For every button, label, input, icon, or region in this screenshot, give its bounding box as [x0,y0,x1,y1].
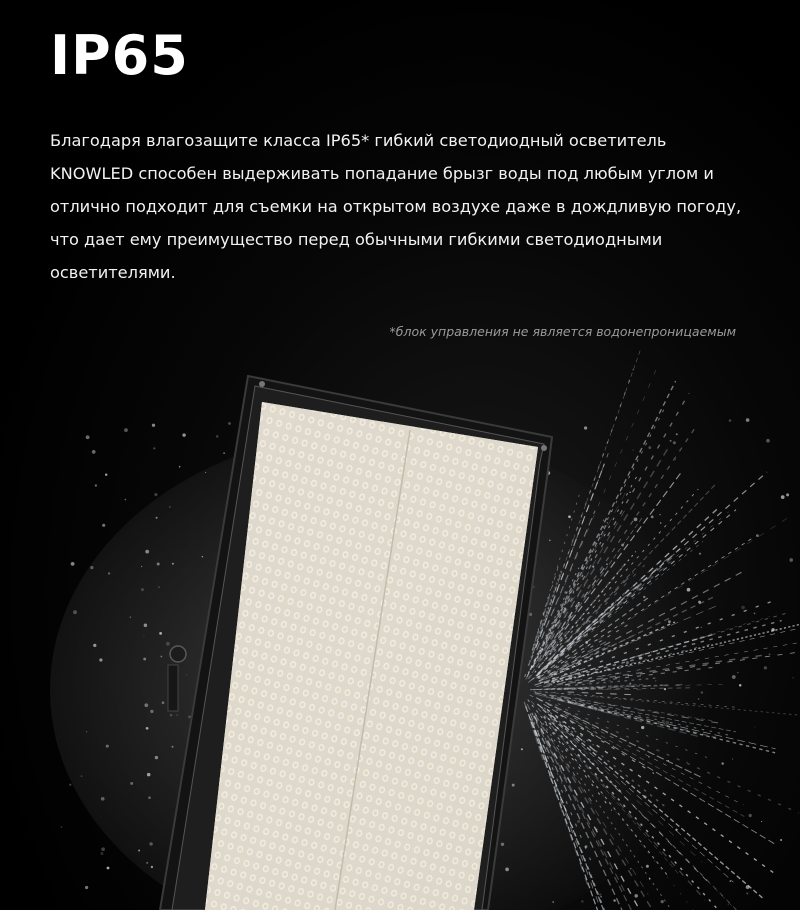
water-droplet [701,627,702,628]
water-droplet [151,866,153,868]
water-droplet [162,701,165,704]
water-droplet [754,726,755,727]
water-droplet [686,761,687,762]
water-droplet [90,566,93,569]
water-droplet [611,511,612,512]
water-droplet [202,556,203,557]
water-droplet [584,426,587,429]
water-droplet [771,628,774,631]
water-droplet [176,714,177,715]
water-droplet [130,782,133,785]
led-panel-water-splash-image [0,350,800,910]
water-droplet [157,563,160,566]
water-droplet [633,450,634,451]
water-droplet [564,591,567,594]
water-droplet [146,862,148,864]
water-droplet [761,821,762,822]
water-droplet [596,829,598,831]
water-droplet [86,731,87,732]
water-droplet [603,520,604,521]
water-droplet [228,422,231,425]
water-droplet [741,606,745,610]
water-droplet [746,885,750,889]
water-droplet [629,491,631,493]
water-droplet [660,514,661,515]
water-droplet [589,620,591,622]
water-droplet [102,524,105,527]
water-droplet [588,612,590,614]
water-droplet [533,586,534,587]
water-droplet [737,672,738,673]
water-droplet [108,572,110,574]
water-droplet [549,540,551,542]
water-droplet [749,814,752,817]
water-droplet [764,666,767,669]
water-droplet [756,534,759,537]
feature-heading: IP65 [50,24,189,87]
water-droplet [668,620,671,623]
water-droplet [170,714,173,717]
water-droplet [651,516,654,519]
corner-screw [541,445,547,451]
water-droplet [621,543,624,546]
water-droplet [144,703,148,707]
water-droplet [729,419,732,422]
water-droplet [585,641,588,644]
water-droplet [158,586,160,588]
water-droplet [149,842,152,845]
water-droplet [766,439,770,443]
water-droplet [698,601,701,604]
water-droplet [630,868,631,869]
water-droplet [92,450,96,454]
water-droplet [147,773,151,777]
water-droplet [179,466,181,468]
water-droplet [626,661,629,664]
water-droplet [781,495,785,499]
water-droplet [106,745,109,748]
water-droplet [578,602,580,604]
water-droplet [99,658,102,661]
water-droplet [101,797,105,801]
water-droplet [512,784,515,787]
water-droplet [644,795,647,798]
water-droplet [673,441,676,444]
water-droplet [668,760,669,761]
water-droplet [660,522,662,524]
water-droplet [655,680,656,681]
water-droplet [721,762,724,765]
water-droplet [789,558,793,562]
water-droplet [648,756,650,758]
water-droplet [577,637,580,640]
water-droplet [130,616,131,617]
water-droplet [505,868,509,872]
water-droplet [636,587,640,591]
water-droplet [188,715,191,718]
water-droplet [144,624,148,628]
water-droplet [141,566,142,567]
water-droplet [639,656,642,659]
water-droplet [186,674,187,675]
water-droplet [143,658,146,661]
water-droplet [216,435,219,438]
water-droplet [81,775,83,777]
water-droplet [568,515,571,518]
water-droplet [160,656,162,658]
water-droplet [172,746,174,748]
water-droplet [223,452,225,454]
water-droplet [148,796,151,799]
mount-knob [170,646,186,662]
water-droplet [73,610,77,614]
water-droplet [124,428,128,432]
water-droplet [101,847,105,851]
water-droplet [592,566,594,568]
product-photo [0,350,800,910]
water-droplet [153,447,155,449]
water-droplet [746,418,750,422]
water-droplet [107,867,110,870]
water-droplet [501,843,504,846]
water-droplet [86,435,90,439]
water-droplet [634,894,637,897]
water-droplet [182,433,185,436]
water-droplet [152,424,155,427]
water-droplet [85,886,88,889]
water-droplet [664,688,666,690]
water-droplet [156,517,158,519]
water-droplet [606,563,608,565]
feature-description: Благодаря влагозащите класса IP65* гибкий светодиодный осветитель KNOWLED способен выдерживать попадание брызг воды под любым углом и отлично подходит для съемки на открытом воздухе даже в дождливую погоду, что дает ему преимущество перед обычными гибкими светодиодными осветителями. [50,131,742,282]
water-droplet [172,563,174,565]
water-droplet [581,900,584,903]
water-droplet [666,721,670,725]
water-droplet [141,588,144,591]
water-droplet [599,893,601,895]
water-droplet [159,632,162,635]
water-droplet [166,642,170,646]
water-droplet [643,596,645,598]
water-droplet [585,845,588,848]
water-droplet [648,446,651,449]
water-droplet [732,759,733,760]
water-droplet [646,865,649,868]
water-droplet [687,588,691,592]
water-droplet [69,784,71,786]
water-droplet [613,899,615,901]
water-droplet [100,852,103,855]
water-droplet [93,644,96,647]
feature-footnote: *блок управления не является водонепроницаемым [389,324,736,339]
water-droplet [577,820,580,823]
water-droplet [739,684,742,687]
water-droplet [95,484,97,486]
water-droplet [675,459,676,460]
water-droplet [154,493,157,496]
water-droplet [676,433,678,435]
water-droplet [792,677,794,679]
water-droplet [786,493,789,496]
water-droplet [205,472,206,473]
water-droplet [521,748,523,750]
water-droplet [61,826,63,828]
water-droplet [706,570,707,571]
water-droplet [145,550,149,554]
water-droplet [600,896,602,898]
water-droplet [670,440,672,442]
water-droplet [661,900,664,903]
water-droplet [675,829,677,831]
corner-screw [259,381,265,387]
water-droplet [629,683,631,685]
water-droplet [634,518,638,522]
water-droplet [754,613,756,615]
water-droplet [169,506,171,508]
water-droplet [732,675,736,679]
water-droplet [155,756,158,759]
water-droplet [143,635,144,636]
water-droplet [552,901,554,903]
water-droplet [641,726,644,729]
water-droplet [699,553,701,555]
water-droplet [538,676,541,679]
water-droplet [728,904,729,905]
water-droplet [746,892,748,894]
water-droplet [780,839,782,841]
water-droplet [125,499,127,501]
water-droplet [698,698,700,700]
water-droplet [571,656,573,658]
water-droplet [730,880,732,882]
water-droplet [146,727,149,730]
mount-bracket [168,665,178,711]
water-droplet [71,562,75,566]
water-droplet [105,473,107,475]
water-droplet [701,691,704,694]
water-droplet [138,849,140,851]
water-droplet [150,710,153,713]
water-droplet [649,878,651,880]
